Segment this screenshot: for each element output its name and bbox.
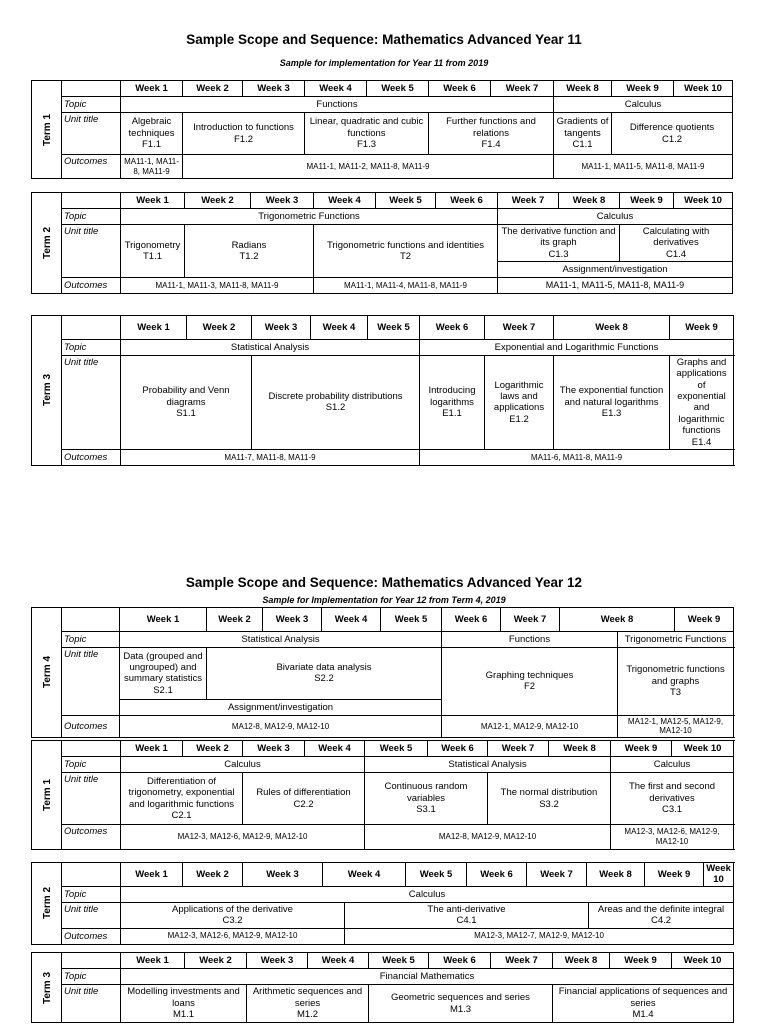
week-header: Week 2	[185, 953, 247, 969]
term-label-cell	[32, 193, 62, 294]
row-label-unit: Unit title	[62, 113, 121, 155]
term-label: Term 3	[42, 374, 54, 407]
unit-cell: Arithmetic sequences and series M1.2	[247, 985, 369, 1023]
header-corner	[62, 608, 120, 632]
unit-cell: Applications of the derivative C3.2	[121, 902, 345, 928]
unit-cell: Trigonometry T1.1	[121, 225, 185, 278]
topic-cell: Trigonometric Functions	[121, 209, 498, 225]
outcomes-cell: MA12-3, MA12-6, MA12-9, MA12-10	[121, 928, 345, 944]
week-header: Week 8	[587, 863, 645, 887]
header-corner	[62, 193, 121, 209]
outcomes-cell: MA11-1, MA11-5, MA11-8, MA11-9	[498, 278, 733, 294]
unit-cell: Geometric sequences and series M1.3	[369, 985, 553, 1023]
week-header: Week 7	[501, 608, 560, 632]
outcomes-cell: MA11-1, MA11-4, MA11-8, MA11-9	[314, 278, 498, 294]
outcomes-cell: MA11-1, MA11-5, MA11-8, MA11-9	[554, 155, 733, 179]
outcomes-cell: MA12-1, MA12-9, MA12-10	[442, 715, 618, 737]
page-title-year-12: Sample Scope and Sequence: Mathematics Advanced Year 12	[185, 575, 583, 590]
topic-cell: Exponential and Logarithmic Functions	[420, 339, 734, 355]
row-label-unit: Unit title	[62, 773, 121, 825]
schedule-y11-term3	[31, 315, 734, 466]
week-header: Week 3	[243, 81, 305, 97]
week-header: Week 2	[183, 741, 243, 757]
week-header: Week 4	[323, 863, 406, 887]
week-header: Week 7	[485, 316, 554, 340]
week-header: Week 4	[308, 953, 369, 969]
week-header: Week 8	[560, 608, 675, 632]
week-header: Week 10	[704, 863, 734, 887]
outcomes-cell: MA11-1, MA11-8, MA11-9	[121, 155, 183, 179]
header-corner	[62, 741, 121, 757]
week-header: Week 5	[369, 953, 429, 969]
unit-cell: Data (grouped and ungrouped) and summary statistics S2.1	[120, 647, 207, 699]
term-label-cell	[32, 863, 62, 945]
header-corner	[62, 953, 121, 969]
row-label-outcomes: Outcomes	[62, 715, 120, 737]
topic-cell: Calculus	[498, 209, 733, 225]
outcomes-cell: MA12-3, MA12-6, MA12-9, MA12-10	[121, 825, 365, 850]
week-header: Week 5	[365, 741, 428, 757]
week-header: Week 8	[559, 193, 620, 209]
topic-cell: Statistical Analysis	[120, 631, 442, 647]
row-label-unit: Unit title	[62, 902, 121, 928]
topic-cell: Calculus	[611, 757, 734, 773]
row-label-topic: Topic	[62, 757, 121, 773]
week-header: Week 5	[367, 81, 429, 97]
schedule-y12-term1	[31, 740, 734, 850]
row-label-outcomes: Outcomes	[62, 928, 121, 944]
term-label: Term 1	[42, 113, 54, 146]
term-label-cell	[32, 316, 62, 466]
week-header: Week 10	[674, 193, 733, 209]
term-label: Term 2	[42, 227, 54, 260]
outcomes-cell: MA12-3, MA12-6, MA12-9, MA12-10	[611, 825, 734, 850]
week-header: Week 5	[381, 608, 442, 632]
week-header: Week 2	[185, 193, 251, 209]
assignment-cell: Assignment/investigation	[120, 699, 442, 715]
schedule-y11-term1	[31, 80, 733, 179]
week-header: Week 1	[121, 193, 185, 209]
topic-cell: Calculus	[554, 97, 733, 113]
schedule-y12-term4	[31, 607, 734, 738]
week-header: Week 5	[406, 863, 467, 887]
week-header: Week 5	[368, 316, 420, 340]
header-corner	[62, 81, 121, 97]
week-header: Week 9	[675, 608, 734, 632]
unit-cell: Linear, quadratic and cubic functions F1.3	[305, 113, 429, 155]
page-title-year-11: Sample Scope and Sequence: Mathematics Advanced Year 11	[186, 32, 582, 47]
row-label-unit: Unit title	[62, 355, 121, 449]
week-header: Week 7	[488, 741, 549, 757]
week-header: Week 3	[243, 863, 323, 887]
unit-cell: Radians T1.2	[185, 225, 314, 278]
topic-cell: Calculus	[121, 757, 365, 773]
week-header: Week 10	[674, 81, 733, 97]
outcomes-cell: MA11-1, MA11-2, MA11-8, MA11-9	[183, 155, 554, 179]
week-header: Week 10	[672, 953, 734, 969]
unit-cell: Probability and Venn diagrams S1.1	[121, 355, 252, 449]
row-label-topic: Topic	[62, 209, 121, 225]
unit-cell: The anti-derivative C4.1	[345, 902, 589, 928]
unit-cell: Introduction to functions F1.2	[183, 113, 305, 155]
week-header: Week 7	[527, 863, 587, 887]
term-label: Term 4	[42, 656, 54, 689]
outcomes-cell: MA12-8, MA12-9, MA12-10	[120, 715, 442, 737]
week-header: Week 1	[121, 316, 187, 340]
topic-cell: Statistical Analysis	[121, 339, 420, 355]
week-header: Week 2	[183, 863, 243, 887]
row-label-topic: Topic	[62, 886, 121, 902]
week-header: Week 8	[549, 741, 611, 757]
term-label-cell	[32, 741, 62, 850]
outcomes-cell: MA12-3, MA12-7, MA12-9, MA12-10	[345, 928, 734, 944]
outcomes-cell: MA12-1, MA12-5, MA12-9, MA12-10	[618, 715, 734, 737]
unit-cell: Modelling investments and loans M1.1	[121, 985, 247, 1023]
week-header: Week 4	[305, 81, 367, 97]
week-header: Week 6	[420, 316, 485, 340]
week-header: Week 9	[612, 81, 674, 97]
outcomes-cell: MA11-6, MA11-8, MA11-9	[420, 449, 734, 465]
outcomes-cell: MA11-1, MA11-3, MA11-8, MA11-9	[121, 278, 314, 294]
unit-cell: Continuous random variables S3.1	[365, 773, 488, 825]
row-label-topic: Topic	[62, 97, 121, 113]
week-header: Week 8	[553, 953, 610, 969]
unit-cell: Areas and the definite integral C4.2	[589, 902, 734, 928]
unit-cell: The normal distribution S3.2	[488, 773, 611, 825]
week-header: Week 7	[491, 953, 553, 969]
unit-cell: Rules of differentiation C2.2	[243, 773, 365, 825]
unit-cell: Difference quotients C1.2	[612, 113, 733, 155]
row-label-topic: Topic	[62, 631, 120, 647]
term-label-cell	[32, 608, 62, 738]
unit-cell: Discrete probability distributions S1.2	[252, 355, 420, 449]
topic-cell: Functions	[442, 631, 618, 647]
unit-cell: Graphs and applications of exponential and logarithmic functions E1.4	[670, 355, 734, 449]
unit-cell: Financial applications of sequences and series M1.4	[553, 985, 734, 1023]
week-header: Week 6	[428, 741, 488, 757]
week-header: Week 4	[314, 193, 376, 209]
week-header: Week 4	[311, 316, 368, 340]
unit-cell: Graphing techniques F2	[442, 647, 618, 715]
term-label: Term 2	[42, 887, 54, 920]
row-label-topic: Topic	[62, 969, 121, 985]
week-header: Week 1	[121, 863, 183, 887]
week-header: Week 7	[491, 81, 554, 97]
week-header: Week 5	[376, 193, 436, 209]
row-label-outcomes: Outcomes	[62, 278, 121, 294]
week-header: Week 3	[263, 608, 322, 632]
week-header: Week 10	[672, 741, 734, 757]
week-header: Week 1	[121, 741, 183, 757]
row-label-outcomes: Outcomes	[62, 155, 121, 179]
week-header: Week 4	[305, 741, 365, 757]
unit-cell: Logarithmic laws and applications E1.2	[485, 355, 554, 449]
topic-cell: Functions	[121, 97, 554, 113]
week-header: Week 3	[252, 316, 311, 340]
week-header: Week 2	[183, 81, 243, 97]
topic-cell: Statistical Analysis	[365, 757, 611, 773]
row-label-outcomes: Outcomes	[62, 449, 121, 465]
week-header: Week 9	[610, 953, 672, 969]
term-label: Term 1	[42, 778, 54, 812]
week-header: Week 9	[645, 863, 704, 887]
week-header: Week 9	[611, 741, 672, 757]
week-header: Week 6	[442, 608, 501, 632]
week-header: Week 1	[120, 608, 207, 632]
week-header: Week 4	[322, 608, 381, 632]
week-header: Week 2	[207, 608, 263, 632]
unit-cell: Algebraic techniques F1.1	[121, 113, 183, 155]
unit-cell: The first and second derivatives C3.1	[611, 773, 734, 825]
unit-cell: Trigonometric functions and identities T2	[314, 225, 498, 278]
week-header: Week 6	[436, 193, 498, 209]
term-label: Term 3	[42, 971, 54, 1004]
row-label-unit: Unit title	[62, 985, 121, 1023]
header-corner	[62, 863, 121, 887]
unit-cell: Calculating with derivatives C1.4	[620, 225, 733, 262]
unit-cell: Differentiation of trigonometry, exponential and logarithmic functions C2.1	[121, 773, 243, 825]
week-header: Week 8	[554, 316, 670, 340]
row-label-unit: Unit title	[62, 225, 121, 278]
subtitle-year-12: Sample for Implementation for Year 12 from Term 4, 2019	[262, 595, 506, 605]
week-header: Week 7	[498, 193, 559, 209]
row-label-unit: Unit title	[62, 647, 120, 715]
term-label-cell	[32, 953, 62, 1023]
week-header: Week 2	[187, 316, 252, 340]
topic-cell: Financial Mathematics	[121, 969, 734, 985]
outcomes-cell: MA12-8, MA12-9, MA12-10	[365, 825, 611, 850]
unit-cell: Bivariate data analysis S2.2	[207, 647, 442, 699]
unit-cell: The derivative function and its graph C1.3	[498, 225, 620, 262]
header-corner	[62, 316, 121, 340]
week-header: Week 1	[121, 953, 185, 969]
week-header: Week 9	[670, 316, 734, 340]
outcomes-cell: MA11-7, MA11-8, MA11-9	[121, 449, 420, 465]
schedule-y12-term3	[31, 952, 734, 1023]
topic-cell: Calculus	[121, 886, 734, 902]
week-header: Week 3	[251, 193, 314, 209]
week-header: Week 6	[429, 953, 491, 969]
unit-cell: Introducing logarithms E1.1	[420, 355, 485, 449]
term-label-cell	[32, 81, 62, 179]
schedule-y12-term2	[31, 862, 734, 945]
schedule-y11-term2	[31, 192, 733, 294]
week-header: Week 1	[121, 81, 183, 97]
unit-cell: Further functions and relations F1.4	[429, 113, 554, 155]
week-header: Week 3	[243, 741, 305, 757]
unit-cell: The exponential function and natural logarithms E1.3	[554, 355, 670, 449]
row-label-topic: Topic	[62, 339, 121, 355]
week-header: Week 6	[467, 863, 527, 887]
week-header: Week 6	[429, 81, 491, 97]
week-header: Week 9	[620, 193, 674, 209]
row-label-outcomes: Outcomes	[62, 825, 121, 850]
unit-cell: Trigonometric functions and graphs T3	[618, 647, 734, 715]
assignment-cell: Assignment/investigation	[498, 262, 733, 278]
week-header: Week 8	[554, 81, 612, 97]
topic-cell: Trigonometric Functions	[618, 631, 734, 647]
subtitle-year-11: Sample for implementation for Year 11 from 2019	[279, 58, 489, 68]
unit-cell: Gradients of tangents C1.1	[554, 113, 612, 155]
week-header: Week 3	[247, 953, 308, 969]
